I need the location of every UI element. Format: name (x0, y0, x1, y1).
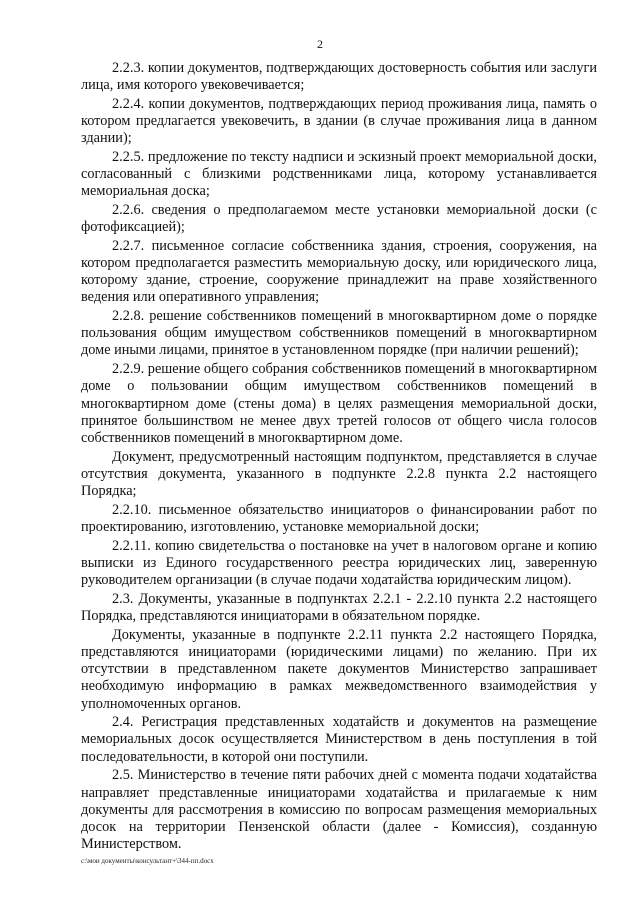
paragraph-2-2-11: 2.2.11. копию свидетельства о постановке на учет в налоговом органе и копию выписки из Единого государственного реестра юридических лиц, заверенную руководителем организации (в случае подачи ходатайства юридическим лицом). (81, 537, 597, 588)
paragraph-2-3: 2.3. Документы, указанные в подпунктах 2.2.1 - 2.2.10 пункта 2.2 настоящего Порядка, представляются инициаторами в обязательном порядке. (81, 590, 597, 624)
paragraph-2-2-7: 2.2.7. письменное согласие собственника здания, строения, сооружения, на котором предполагается разместить мемориальную доску, или юридического лица, которому здание, строение, сооружение принадлежит на праве хозяйственного ведения или оперативного управления; (81, 237, 597, 306)
paragraph-2-2-4: 2.2.4. копии документов, подтверждающих период проживания лица, память о котором предлагается увековечить, в здании (в случае проживания лица в данном здании); (81, 95, 597, 147)
paragraph-2-2-9: 2.2.9. решение общего собрания собственников помещений в многоквартирном доме о пользовании общим имуществом собственников помещений в многоквартирном доме (стены дома) в целях размещения мемориальной доски, принятое большинством не менее двух третей голосов от общего числа голосов собственников помещений в многоквартирном доме. (81, 361, 597, 446)
paragraph-2-2-9-note: Документ, предусмотренный настоящим подпунктом, представляется в случае отсутствия документа, указанного в подпункте 2.2.8 пункта 2.2 настоящего Порядка; (81, 448, 597, 499)
paragraph-2-2-8: 2.2.8. решение собственников помещений в многоквартирном доме о порядке пользования общим имуществом собственников помещений в многоквартирном доме иными лицами, принятое в установленном порядке (при наличии решений); (81, 308, 597, 359)
paragraph-2-2-3: 2.2.3. копии документов, подтверждающих достоверность события или заслуги лица, имя которого увековечивается; (81, 60, 597, 94)
paragraph-2-2-5: 2.2.5. предложение по тексту надписи и эскизный проект мемориальной доски, согласованный с близкими родственниками лица, которому устанавливается мемориальная доска; (81, 148, 597, 200)
page-number: 2 (317, 37, 323, 51)
footer-file-path: c:\мои документы\консультант+\344-пп.docx (81, 857, 214, 865)
paragraph-2-2-6: 2.2.6. сведения о предполагаемом месте установки мемориальной доски (с фотофиксацией); (81, 202, 597, 236)
paragraph-2-3-note: Документы, указанные в подпункте 2.2.11 пункта 2.2 настоящего Порядка, представляются инициаторами (юридическими лицами) по желанию. При их отсутствии в представленном пакете документов Министерство запрашивает необходимую информацию в рамках межведомственного взаимодействия у уполномоченных органов. (81, 626, 597, 712)
paragraph-2-2-10: 2.2.10. письменное обязательство инициаторов о финансировании работ по проектированию, изготовлению, установке мемориальной доски; (81, 501, 597, 535)
paragraph-2-4: 2.4. Регистрация представленных ходатайств и документов на размещение мемориальных досок осуществляется Министерством в день поступления в той последовательности, в которой они поступили. (81, 714, 597, 765)
document-body (81, 60, 597, 855)
paragraph-2-5: 2.5. Министерство в течение пяти рабочих дней с момента подачи ходатайства направляет представленные инициаторами ходатайства и прилагаемые к ним документы для рассмотрения в комиссию по вопросам размещения мемориальных досок на территории Пензенской области (далее - Комиссия), созданную Министерством. (81, 767, 597, 852)
